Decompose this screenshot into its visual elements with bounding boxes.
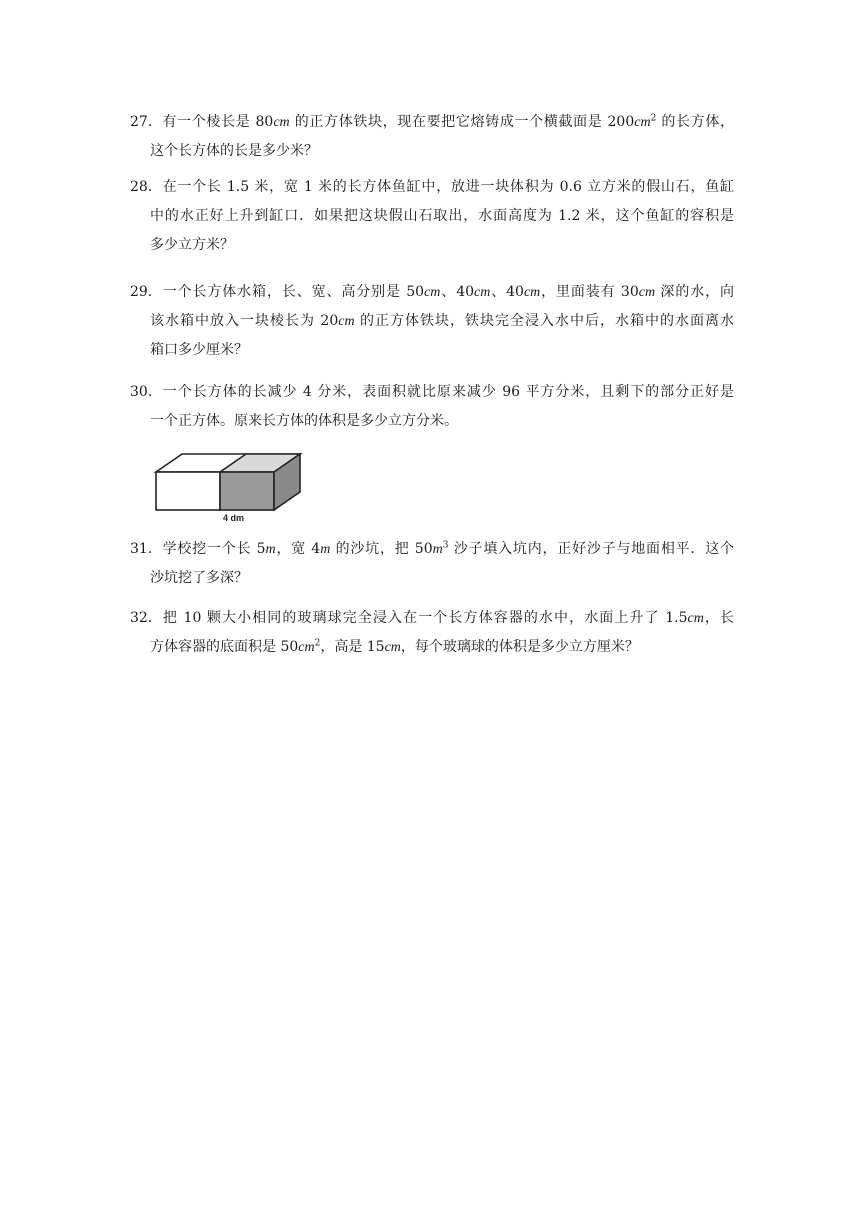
question-line: 32．把 10 颗大小相同的玻璃球完全浸入在一个长方体容器的水中，水面上升了 1.5cm，长 — [130, 610, 734, 626]
question-28 — [130, 177, 734, 264]
question-30 — [130, 382, 734, 440]
question-line: 30．一个长方体的长减少 4 分米，表面积就比原来减少 96 平方分米，且剩下的部分正好是 — [130, 384, 734, 400]
question-line: 沙坑挖了多深？ — [150, 570, 248, 586]
question-line: 一个正方体。原来长方体的体积是多少立方分米。 — [150, 413, 458, 429]
question-line: 31．学校挖一个长 5m，宽 4m 的沙坑，把 $50m^3$ 沙子填入坑内，正好沙子与地面相平．这个 — [130, 540, 735, 557]
cuboid-front-face — [156, 472, 220, 510]
question-line: 这个长方体的长是多少米？ — [150, 143, 318, 159]
question-number: 32． — [130, 610, 162, 626]
cuboid-figure — [148, 448, 318, 528]
question-32 — [130, 608, 734, 666]
dimension-label: 4 dm — [223, 513, 245, 523]
question-29 — [130, 282, 734, 369]
question-number: 28． — [130, 179, 162, 195]
question-line: 中的水正好上升到缸口．如果把这块假山石取出，水面高度为 1.2 米，这个鱼缸的容积是 — [150, 208, 734, 224]
question-27 — [130, 112, 734, 170]
question-line: 28．在一个长 1.5 米，宽 1 米的长方体鱼缸中，放进一块体积为 0.6 立方米的假山石，鱼缸 — [130, 179, 734, 195]
question-number: 29． — [130, 284, 162, 300]
cuboid-diagram — [148, 448, 318, 524]
question-number: 30． — [130, 384, 162, 400]
question-number: 27． — [130, 114, 162, 130]
question-31 — [130, 539, 734, 597]
question-line: 该水箱中放入一块棱长为 20cm 的正方体铁块，铁块完全浸入水中后，水箱中的水面离水 — [150, 313, 734, 329]
question-line: 箱口多少厘米？ — [150, 342, 248, 358]
question-line: 多少立方米？ — [150, 237, 234, 253]
question-line: 方体容器的底面积是 $50cm^2$，高是 15cm，每个玻璃球的体积是多少立方厘米？ — [150, 638, 639, 655]
question-number: 31． — [130, 541, 162, 557]
cube-front-face — [220, 472, 274, 510]
question-line: 27．有一个棱长是 80cm 的正方体铁块，现在要把它熔铸成一个横截面是 $200cm^2$ 的长方体， — [130, 113, 735, 130]
question-line: 29．一个长方体水箱，长、宽、高分别是 50cm、40cm、40cm，里面装有 30cm 深的水，向 — [130, 284, 734, 300]
